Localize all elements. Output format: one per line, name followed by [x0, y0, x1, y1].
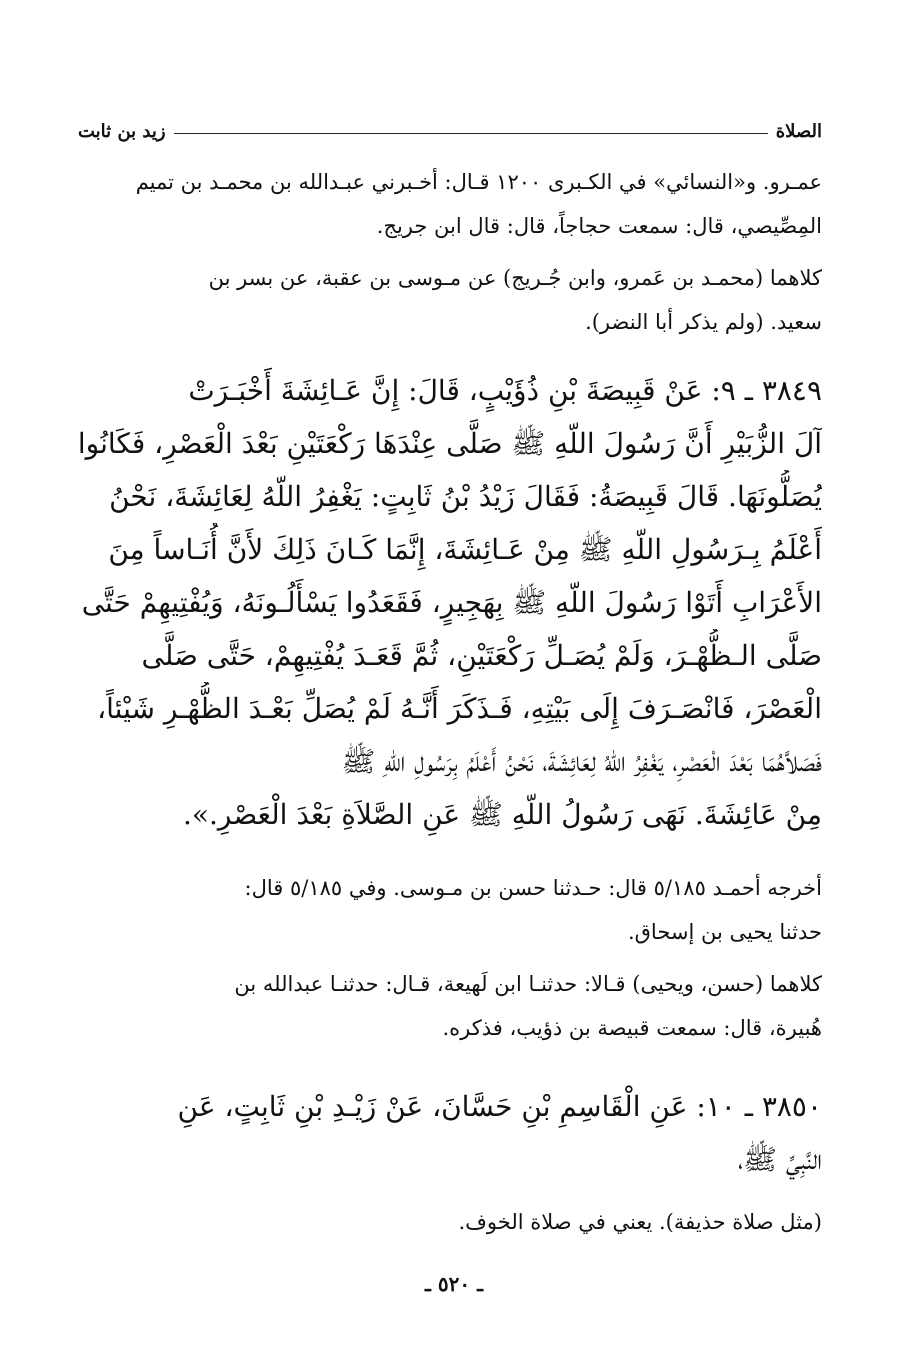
- hadith-line: يُصَلُّونَهَا. قَالَ قَبِيصَةُ: فَقَالَ زَيْدُ بْنُ ثَابِتٍ: يَغْفِرُ اللّهُ لِعَائِشَةَ، نَحْنُ: [109, 480, 822, 513]
- page-number: ـ ٥٢٠ ـ: [425, 1272, 483, 1296]
- takhrij-ahmad: [78, 866, 822, 954]
- hadith-3850: [78, 1080, 822, 1186]
- running-header: [78, 112, 822, 142]
- text-line: سعيد. (ولم يذكر أبا النضر).: [585, 310, 822, 334]
- hadith-line: آلَ الزُّبَيْرِ أَنَّ رَسُولَ اللّهِ ﷺ صَلَّى عِنْدَهَا رَكْعَتَيْنِ بَعْدَ الْعَصْرِ، فَكَانُوا: [78, 427, 822, 460]
- chain-summary: [78, 256, 822, 344]
- text-line: هُبيرة، قال: سمعت قبيصة بن ذؤيب، فذكره.: [442, 1016, 822, 1040]
- hadith-line: الْعَصْرَ، فَانْصَـرَفَ إِلَى بَيْتِهِ، فَـذَكَرَ أَنَّـهُ لَمْ يُصَلِّ بَعْـدَ الظُّهْـرِ شَيْئاً،: [97, 692, 822, 725]
- header-rule: [174, 133, 768, 134]
- hadith-line: صَلَّى الـظُّهْـرَ، وَلَمْ يُصَـلِّ رَكْعَتَيْنِ، ثُمَّ قَعَـدَ يُفْتِيهِمْ، حَتَّى صَلَّى: [141, 639, 822, 672]
- hadith-3849: [78, 364, 822, 841]
- note-khawf: [78, 1200, 822, 1244]
- chain-summary-2: [78, 962, 822, 1050]
- hadith-line: مِنْ عَائِشَةَ. نَهَى رَسُولُ اللّهِ ﷺ عَنِ الصَّلاَةِ بَعْدَ الْعَصْرِ.».: [182, 798, 822, 831]
- text-line: كلاهما (حسن، ويحيى) قـالا: حدثنـا ابن لَهيعة، قـال: حدثنـا عبدالله بن: [234, 972, 822, 996]
- hadith-line: فَصَلاَّهُمَا بَعْدَ الْعَصْرِ، يَغْفِرُ اللّهُ لِعَائِشَةَ، نَحْنُ أَعْلَمُ بِرَسُولِ اللّهِ ﷺ: [341, 745, 822, 778]
- hadith-line: الأَعْرَابِ أَتَوْا رَسُولَ اللّهِ ﷺ بِهَجِيرٍ، فَقَعَدُوا يَسْأَلُـونَهُ، وَيُفْتِيهِمْ حَتَّى: [81, 586, 822, 619]
- header-chapter-title: الصلاة: [775, 121, 822, 142]
- hadith-line: ٣٨٤٩ ـ ٩: عَنْ قَبِيصَةَ بْنِ ذُؤَيْبٍ، قَالَ: إِنَّ عَـائِشَةَ أَخْبَـرَتْ: [188, 374, 822, 407]
- text-line: (مثل صلاة حذيفة). يعني في صلاة الخوف.: [458, 1210, 822, 1234]
- text-line: حدثنا يحيى بن إسحاق.: [627, 920, 822, 944]
- hadith-line: أَعْلَمُ بِـرَسُولِ اللّهِ ﷺ مِنْ عَـائِشَةَ، إِنَّمَا كَـانَ ذَلِكَ لأَنَّ أُنَـاساً مِنَ: [108, 533, 822, 566]
- text-line: أخرجه أحمـد ٥/١٨٥ قال: حـدثنا حسن بن مـوسى. وفي ٥/١٨٥ قال:: [244, 876, 822, 900]
- text-line: المِصِّيصي، قال: سمعت حجاجاً، قال: قال ابن جريج.: [376, 214, 822, 238]
- takhrij-continuation: [78, 160, 822, 248]
- hadith-line: ٣٨٥٠ ـ ١٠: عَنِ الْقَاسِمِ بْنِ حَسَّانَ، عَنْ زَيْـدِ بْنِ ثَابِتٍ، عَنِ: [177, 1090, 822, 1123]
- text-line: عمـرو. و«النسائي» في الكـبرى ١٢٠٠ قـال: أخـبرني عبـدالله بن محمـد بن تميم: [135, 170, 822, 194]
- header-companion-name: زيد بن ثابت: [78, 121, 166, 142]
- text-line: كلاهما (محمـد بن عَمرو، وابن جُـريج) عن مـوسى بن عقبة، عن بسر بن: [208, 266, 822, 290]
- hadith-line: النَّبِيِّ ﷺ،: [737, 1143, 822, 1176]
